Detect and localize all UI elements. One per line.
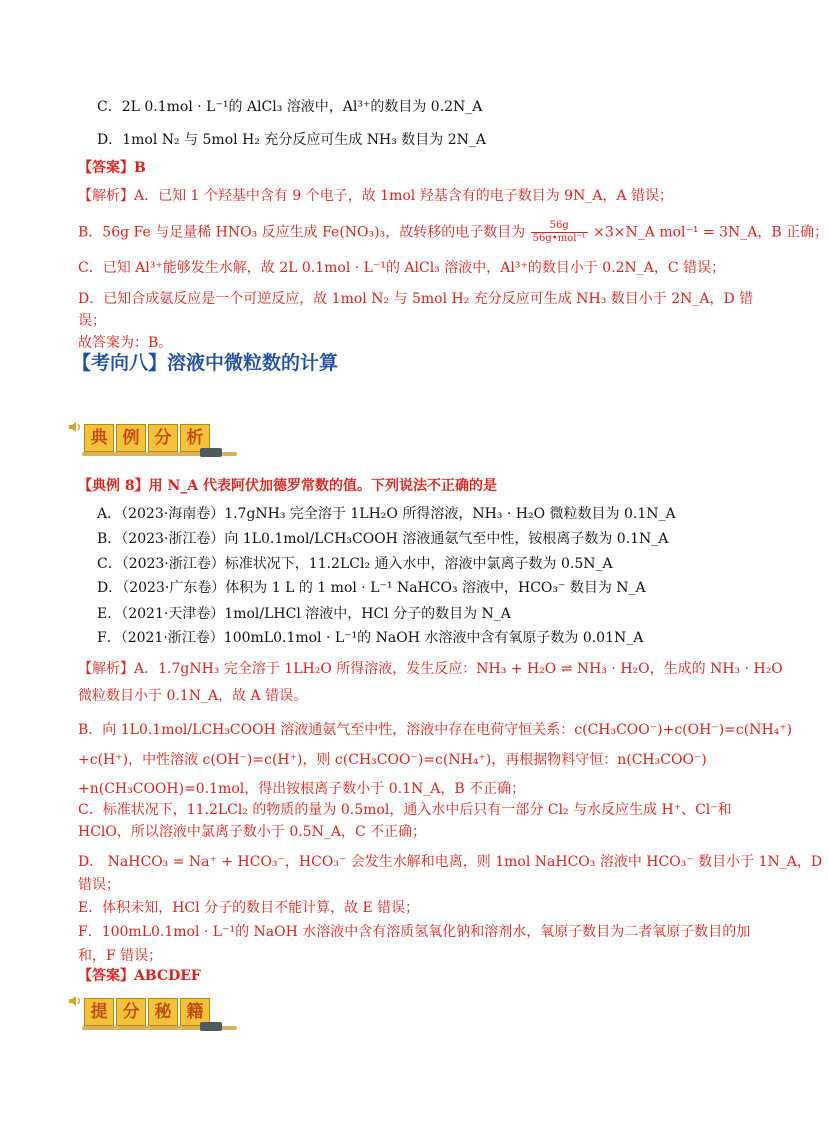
- fraction-denominator: 56g•mol⁻¹: [532, 233, 586, 244]
- solution-a-line1: 【解析】A．1.7gNH₃ 完全溶于 1LH₂O 所得溶液，发生反应：NH₃ + H₂O ⇌ NH₃ · H₂O，生成的 NH₃ · H₂O: [78, 661, 783, 677]
- banner-tips: [68, 992, 238, 1036]
- example-e: E．（2021·天津卷）1mol/LHCl 溶液中，HCl 分子的数目为 N_A: [97, 606, 511, 622]
- solution-b-line1: B．向 1L0.1mol/LCH₃COOH 溶液通氨气至中性，溶液中存在电荷守恒关系：c(CH₃COO⁻)+c(OH⁻)=c(NH₄⁺): [78, 722, 793, 738]
- solution-c-line1: C．标准状况下，11.2LCl₂ 的物质的量为 0.5mol，通入水中后只有一部分 Cl₂ 与水反应生成 H⁺、Cl⁻和: [78, 802, 732, 818]
- book-icon: [200, 1022, 222, 1031]
- example-f: F．（2021·浙江卷）100mL0.1mol · L⁻¹的 NaOH 水溶液中含有氧原子数为 0.01N_A: [97, 630, 644, 646]
- solution-b-line3: +n(CH₃COOH)=0.1mol，得出铵根离子数小于 0.1N_A，B 不正确；: [78, 781, 526, 797]
- example-c: C．（2023·浙江卷）标准状况下，11.2LCl₂ 通入水中，溶液中氯离子数为 0.5N_A: [97, 556, 613, 572]
- book-icon: [200, 448, 222, 457]
- banner-char: 秘: [148, 998, 178, 1026]
- banner-char: 分: [148, 424, 178, 452]
- banner-char: 典: [84, 424, 114, 452]
- option-d: D．1mol N₂ 与 5mol H₂ 充分反应可生成 NH₃ 数目为 2N_A: [97, 132, 487, 148]
- example-8-intro: [78, 476, 497, 496]
- banner-tips-boxes: [84, 998, 210, 1026]
- section-heading: 【考向八】溶液中微粒数的计算: [72, 352, 339, 374]
- example-d: D．（2023·广东卷）体积为 1 L 的 1 mol · L⁻¹ NaHCO₃ 溶液中，HCO₃⁻ 数目为 N_A: [97, 580, 646, 596]
- analysis-d-line2: 误；: [78, 313, 106, 329]
- analysis-b-prefix: B．56g Fe 与足量稀 HNO₃ 反应生成 Fe(NO₃)₃，故转移的电子数目为: [78, 224, 526, 241]
- fraction-numerator: 56g: [531, 220, 588, 233]
- analysis-a: 【解析】A．已知 1 个羟基中含有 9 个电子，故 1mol 羟基含有的电子数目为 9N_A，A 错误；: [78, 188, 673, 204]
- banner-example-boxes: [84, 424, 210, 452]
- analysis-c: C．已知 Al³⁺能够发生水解，故 2L 0.1mol · L⁻¹的 AlCl₃ 溶液中，Al³⁺的数目小于 0.2N_A，C 错误；: [78, 260, 726, 276]
- solution-a-line2: 微粒数目小于 0.1N_A，故 A 错误。: [78, 688, 308, 704]
- example-b: B．（2023·浙江卷）向 1L0.1mol/LCH₃COOH 溶液通氨气至中性，铵根离子数为 0.1N_A: [97, 531, 669, 547]
- banner-example-analysis: [68, 418, 238, 462]
- analysis-b-suffix: ×3×N_A mol⁻¹ = 3N_A，B 正确；: [593, 224, 828, 241]
- solution-f-line2: 和，F 错误；: [78, 948, 163, 964]
- answer-label-2: 【答案】ABCDEF: [78, 968, 201, 984]
- banner-char: 籍: [180, 998, 210, 1026]
- solution-d-line2: 错误；: [78, 877, 120, 893]
- solution-c-line2: HClO，所以溶液中氯离子数小于 0.5N_A，C 不正确；: [78, 824, 427, 840]
- analysis-d-line1: D．已知合成氨反应是一个可逆反应，故 1mol N₂ 与 5mol H₂ 充分反应可生成 NH₃ 数目小于 2N_A，D 错: [78, 291, 754, 307]
- speaker-icon: [68, 994, 84, 1008]
- banner-char: 提: [84, 998, 114, 1026]
- banner-char: 例: [116, 424, 146, 452]
- option-c: C．2L 0.1mol · L⁻¹的 AlCl₃ 溶液中，Al³⁺的数目为 0.2N_A: [97, 99, 483, 115]
- banner-char: 分: [116, 998, 146, 1026]
- conclusion: 故答案为：B。: [78, 335, 173, 351]
- example-8-label: 【典例 8】用 N_A 代表阿伏加德罗常数的值。下列说法不正确的是: [78, 478, 498, 494]
- answer-label: 【答案】B: [78, 160, 146, 176]
- solution-d-line1: D． NaHCO₃ = Na⁺ + HCO₃⁻，HCO₃⁻ 会发生水解和电离，则 1mol NaHCO₃ 溶液中 HCO₃⁻ 数目小于 1N_A，D: [78, 854, 823, 870]
- fraction: [531, 220, 588, 245]
- solution-f-line1: F．100mL0.1mol · L⁻¹的 NaOH 水溶液中含有溶质氢氧化钠和溶剂水，氧原子数目为二者氧原子数目的加: [78, 924, 751, 940]
- analysis-b: [78, 220, 828, 245]
- solution-b-line2: +c(H⁺)，中性溶液 c(OH⁻)=c(H⁺)，则 c(CH₃COO⁻)=c(NH₄⁺)，再根据物料守恒：n(CH₃COO⁻): [78, 752, 707, 768]
- solution-e: E．体积未知，HCl 分子的数目不能计算，故 E 错误；: [78, 900, 420, 916]
- banner-char: 析: [180, 424, 210, 452]
- speaker-icon: [68, 420, 84, 434]
- example-a: A．（2023·海南卷）1.7gNH₃ 完全溶于 1LH₂O 所得溶液，NH₃ · H₂O 微粒数目为 0.1N_A: [97, 506, 676, 522]
